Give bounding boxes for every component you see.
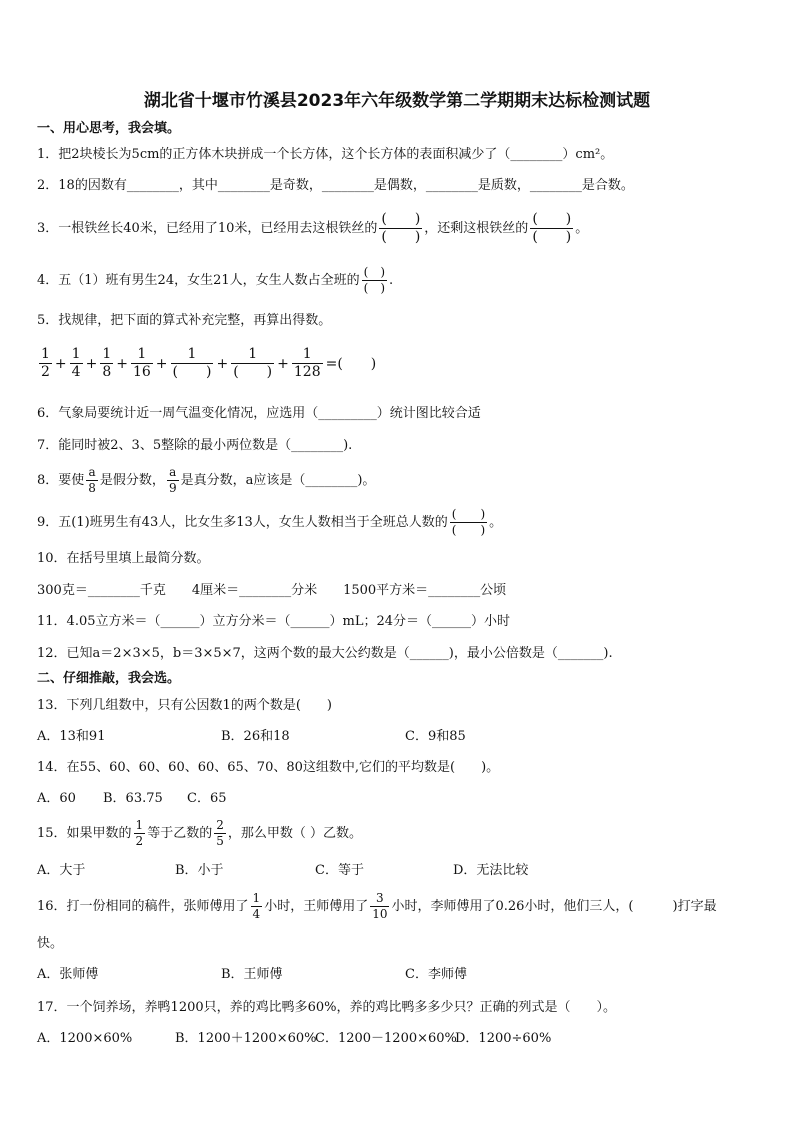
q13-option-a[interactable]: A．13和91 xyxy=(37,729,106,744)
q4-text-b: . xyxy=(389,273,394,288)
q14-option-b[interactable]: B．63.75 xyxy=(103,791,163,806)
q5-term: $\frac{1}{128}$ xyxy=(293,346,321,380)
question-7: 7．能同时被2、3、5整除的最小两位数是（________). xyxy=(37,438,353,453)
section-1-heading: 一、用心思考，我会填。 xyxy=(37,121,181,136)
q8-fraction-a-over-8: $\frac{a}{8}$ xyxy=(88,465,96,495)
question-17: 17．一个饲养场，养鸭1200只，养的鸡比鸭多60%，养的鸡比鸭多多少只？正确的列式是（ ）。 xyxy=(37,1000,617,1015)
q5-term: $\frac{1}{2}$ xyxy=(41,346,50,380)
question-3 xyxy=(37,211,588,246)
question-14: 14．在55、60、60、60、60、65、70、80这组数中,它们的平均数是( )。 xyxy=(37,760,500,775)
question-13: 13．下列几组数中，只有公因数1的两个数是( ) xyxy=(37,698,332,713)
question-10-items: 300克＝________千克 4厘米＝________分米 1500平方米＝________公顷 xyxy=(37,583,507,598)
q16-options xyxy=(37,966,467,984)
q4-fraction-answer[interactable]: $\frac{( )}{( )}$ xyxy=(363,265,386,295)
q15-options xyxy=(37,862,528,880)
q3-text-c: 。 xyxy=(575,221,589,236)
q5-expression: $\frac{1}{2}$ + $\frac{1}{4}$ + $\frac{1}{8}$ + $\frac{1}{16}$ + $\frac{1}{( )}$ + $\frac{1}{( )}$ + $\frac{1}{128}$ =( ) xyxy=(41,346,377,380)
q17-option-c[interactable]: C．1200－1200×60% xyxy=(315,1031,457,1046)
q5-term: $\frac{1}{4}$ xyxy=(71,346,81,380)
q3-fraction-used[interactable]: $\frac{( )}{( )}$ xyxy=(381,211,421,245)
q9-fraction-answer[interactable]: $\frac{( )}{( )}$ xyxy=(451,507,486,537)
q16-fraction-three-tenths: $\frac{3}{10}$ xyxy=(372,891,388,921)
page-title: 湖北省十堰市竹溪县2023年六年级数学第二学期期末达标检测试题 xyxy=(143,91,651,111)
q3-text-b: ，还剩这根铁丝的 xyxy=(424,221,529,236)
q15-option-a[interactable]: A．大于 xyxy=(37,863,86,878)
question-16-continued: 快。 xyxy=(37,936,64,951)
question-10: 10．在括号里填上最简分数。 xyxy=(37,551,210,566)
q15-option-d[interactable]: D．无法比较 xyxy=(453,863,529,878)
question-9: 9．五(1)班男生有43人，比女生多13人，女生人数相当于全班总人数的 $\frac{( )}{( )}$ 。 xyxy=(37,507,503,537)
question-16: 16．打一份相同的稿件，张师傅用了 $\frac{1}{4}$ 小时，王师傅用了 $\frac{3}{10}$ 小时，李师傅用了0.26小时，他们三人，( )打字最 xyxy=(37,891,717,921)
question-4 xyxy=(37,265,393,296)
q5-result[interactable]: =( ) xyxy=(325,355,377,372)
q14-option-c[interactable]: C．65 xyxy=(187,791,227,806)
q16-option-a[interactable]: A．张师傅 xyxy=(37,967,99,982)
q3-text-a: 3．一根铁丝长40米，已经用了10米，已经用去这根铁丝的 xyxy=(37,221,378,236)
section-2-heading: 二、仔细推敲，我会选。 xyxy=(37,671,181,686)
q13-option-b[interactable]: B．26和18 xyxy=(221,729,290,744)
q16-option-c[interactable]: C．李师傅 xyxy=(405,967,467,982)
q14-options xyxy=(37,790,227,808)
question-8: 8．要使 $\frac{a}{8}$ 是假分数， $\frac{a}{9}$ 是真分数，a应该是（________)。 xyxy=(37,465,376,495)
question-1: 1．把2块棱长为5cm的正方体木块拼成一个长方体，这个长方体的表面积减少了（________）cm²。 xyxy=(37,147,614,162)
q15-fraction-two-fifths: $\frac{2}{5}$ xyxy=(216,818,224,848)
q17-option-d[interactable]: D．1200÷60% xyxy=(455,1031,552,1046)
q16-option-b[interactable]: B．王师傅 xyxy=(221,967,283,982)
q5-term: $\frac{1}{8}$ xyxy=(102,346,112,380)
question-12: 12．已知a＝2×3×5，b＝3×5×7，这两个数的最大公约数是（______)，最小公倍数是（_______). xyxy=(37,646,613,661)
q16-fraction-one-quarter: $\frac{1}{4}$ xyxy=(252,891,261,921)
q13-options xyxy=(37,728,466,746)
q15-option-c[interactable]: C．等于 xyxy=(315,863,364,878)
q17-option-b[interactable]: B．1200＋1200×60% xyxy=(175,1031,317,1046)
q14-option-a[interactable]: A．60 xyxy=(37,791,76,806)
q5-term-blank[interactable]: $\frac{1}{( )}$ xyxy=(233,346,273,380)
q5-term: $\frac{1}{16}$ xyxy=(132,346,151,380)
q4-text-a: 4．五（1）班有男生24，女生21人，女生人数占全班的 xyxy=(37,273,360,288)
q17-options xyxy=(37,1030,551,1048)
q17-option-a[interactable]: A．1200×60% xyxy=(37,1031,133,1046)
q8-fraction-a-over-9: $\frac{a}{9}$ xyxy=(168,465,177,495)
q15-option-b[interactable]: B．小于 xyxy=(175,863,224,878)
q13-option-c[interactable]: C．9和85 xyxy=(405,729,466,744)
question-11: 11．4.05立方米＝（______）立方分米＝（______）mL；24分＝（______）小时 xyxy=(37,614,510,629)
question-2: 2．18的因数有________，其中________是奇数，________是偶数，________是质数，________是合数。 xyxy=(37,178,634,193)
q5-term-blank[interactable]: $\frac{1}{( )}$ xyxy=(172,346,212,380)
q3-fraction-left[interactable]: $\frac{( )}{( )}$ xyxy=(532,211,572,245)
question-6: 6．气象局要统计近一周气温变化情况，应选用（_________）统计图比较合适 xyxy=(37,406,481,421)
q15-fraction-one-half: $\frac{1}{2}$ xyxy=(135,818,144,848)
question-5: 5．找规律，把下面的算式补充完整，再算出得数。 xyxy=(37,313,332,328)
question-15: 15．如果甲数的 $\frac{1}{2}$ 等于乙数的 $\frac{2}{5}$ ，那么甲数（ ）乙数。 xyxy=(37,818,362,848)
